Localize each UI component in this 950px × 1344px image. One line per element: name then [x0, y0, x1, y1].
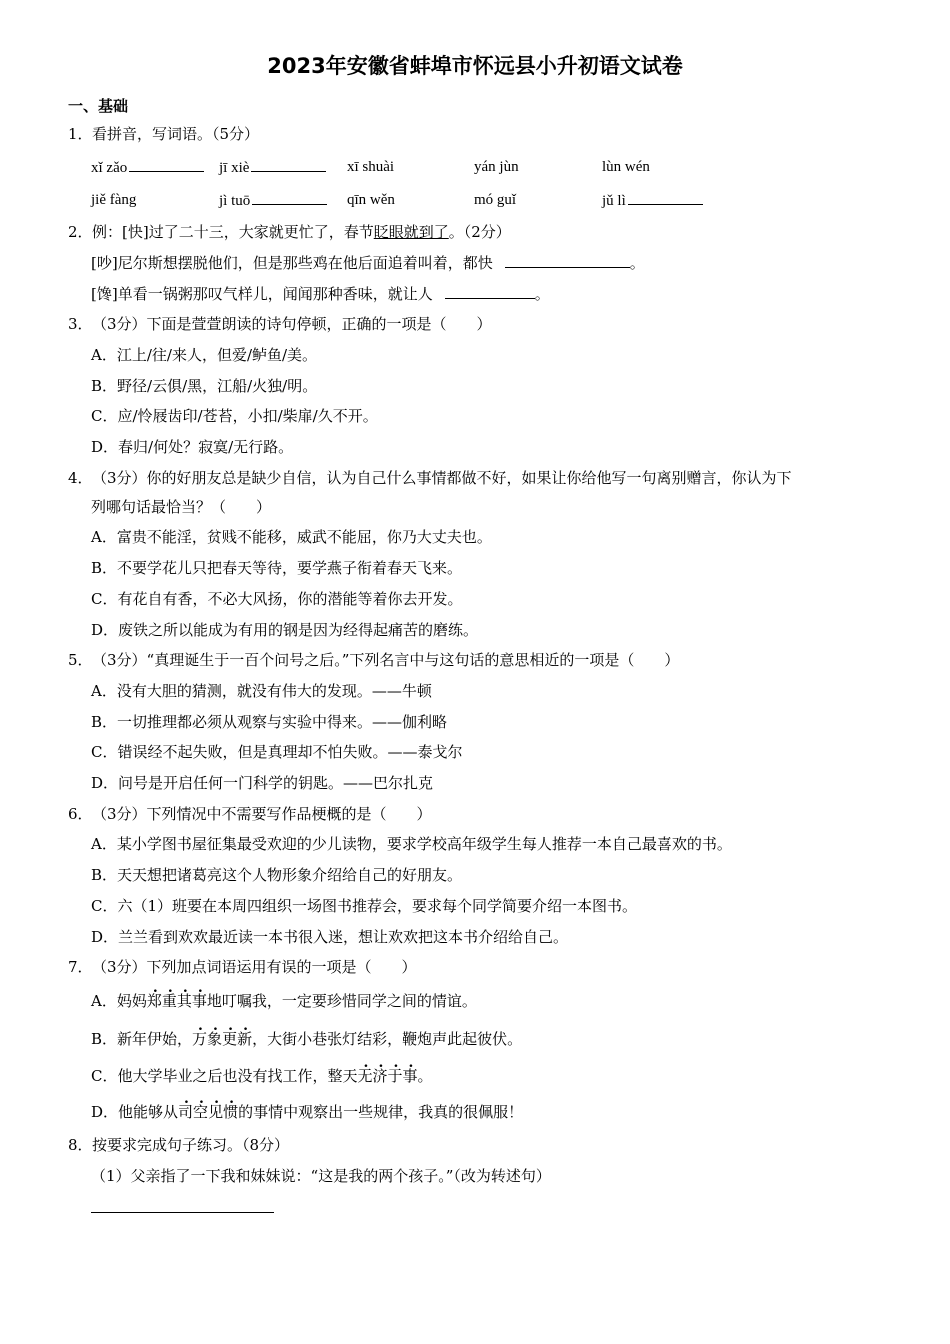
dotted-word	[357, 1067, 417, 1085]
section-heading: 一、基础	[68, 97, 129, 115]
pinyin-item: qīn wěn	[347, 192, 395, 208]
question-number: 1．	[68, 125, 93, 143]
dotted-word	[178, 1103, 238, 1121]
pinyin-item: jī xiè	[219, 157, 326, 178]
question-number: 2．	[68, 223, 93, 241]
emphasis-char: 无	[357, 1067, 373, 1085]
question-2: 2．例：[快]过了二十三，大家就更忙了，春节眨眼就到了。（2分）	[68, 223, 511, 241]
question-4	[68, 468, 792, 488]
pinyin-item: lùn wén	[602, 159, 650, 175]
pinyin-item: jiě fàng	[91, 192, 137, 208]
emphasis-char: 更	[222, 1030, 238, 1048]
dotted-word	[147, 992, 207, 1010]
emphasis-char: 惯	[223, 1103, 239, 1121]
emphasis-char: 济	[372, 1067, 388, 1085]
question-number: 7．	[68, 958, 93, 976]
question-text: （3分）下面是萱萱朗读的诗句停顿，正确的一项是（ ）	[92, 315, 492, 333]
option-c[interactable]: C．有花自有香，不必大风扬，你的潜能等着你去开发。	[91, 590, 463, 608]
emphasis-char: 事	[402, 1067, 418, 1085]
answer-blank[interactable]	[628, 190, 703, 205]
emphasis-char: 见	[208, 1103, 224, 1121]
question-number: 5．	[68, 651, 93, 669]
option-b[interactable]: B．新年伊始，万象更新，大街小巷张灯结彩，鞭炮声此起彼伏。	[91, 1030, 523, 1048]
question-5	[68, 650, 679, 670]
option-d[interactable]: D．问号是开启任何一门科学的钥匙。——巴尔扎克	[91, 774, 434, 792]
answer-blank[interactable]	[129, 157, 204, 172]
option-d[interactable]: D．兰兰看到欢欢最近读一本书很入迷，想让欢欢把这本书介绍给自己。	[91, 928, 569, 946]
option-a[interactable]: A．富贵不能淫，贫贱不能移，威武不能屈，你乃大丈夫也。	[91, 528, 492, 546]
option-a[interactable]: A．妈妈郑重其事地叮嘱我，一定要珍惜同学之间的情谊。	[91, 992, 477, 1010]
question-text: 按要求完成句子练习。（8分）	[92, 1136, 290, 1154]
emphasis-char: 象	[207, 1030, 223, 1048]
question-text: 看拼音，写词语。（5分）	[92, 125, 260, 143]
pinyin-item: mó guǐ	[474, 192, 517, 208]
question-text: （3分）下列情况中不需要写作品梗概的是（ ）	[92, 805, 432, 823]
option-b[interactable]: B．一切推理都必须从观察与实验中得来。——伽利略	[91, 713, 448, 731]
question-number: 4．	[68, 469, 93, 487]
question-number: 8．	[68, 1136, 93, 1154]
emphasis-char: 万	[192, 1030, 208, 1048]
emphasis-char: 空	[193, 1103, 209, 1121]
page-title: 2023年安徽省蚌埠市怀远县小升初语文试卷	[267, 54, 683, 78]
emphasis-char: 司	[178, 1103, 194, 1121]
answer-blank[interactable]	[505, 253, 630, 268]
option-a[interactable]: A．没有大胆的猜测，就没有伟大的发现。——牛顿	[91, 682, 432, 700]
option-b[interactable]: B．野径/云俱/黑，江船/火独/明。	[91, 377, 318, 395]
pinyin-item: jǔ lì	[602, 190, 703, 211]
pinyin-item: xǐ zǎo	[91, 157, 204, 178]
underlined-text: 眨眼就到了	[373, 223, 449, 241]
question-1	[68, 124, 259, 144]
option-d[interactable]: D．废铁之所以能成为有用的钢是因为经得起痛苦的磨练。	[91, 621, 479, 639]
answer-blank[interactable]	[251, 157, 326, 172]
question-3	[68, 314, 492, 334]
emphasis-char: 事	[191, 992, 207, 1010]
pinyin-item: yán jùn	[474, 159, 519, 175]
question-text-cont: 列哪句话最恰当？（ ）	[91, 498, 272, 516]
option-b[interactable]: B．不要学花儿只把春天等待，要学燕子衔着春天飞来。	[91, 559, 463, 577]
option-a[interactable]: A．某小学图书屋征集最受欢迎的少儿读物，要求学校高年级学生每人推荐一本自己最喜欢的书。	[91, 835, 732, 853]
question-8	[68, 1135, 289, 1155]
answer-line[interactable]	[91, 1212, 274, 1213]
option-d[interactable]: D．他能够从司空见惯的事情中观察出一些规律，我真的很佩服！	[91, 1103, 524, 1121]
pinyin-item: xī shuài	[347, 159, 395, 175]
emphasis-char: 于	[387, 1067, 403, 1085]
pinyin-item: jì tuō	[219, 190, 327, 211]
emphasis-char: 其	[176, 992, 192, 1010]
option-c[interactable]: C．他大学毕业之后也没有找工作，整天无济于事。	[91, 1067, 433, 1085]
answer-blank[interactable]	[252, 190, 327, 205]
option-a[interactable]: A．江上/往/来人，但爱/鲈鱼/美。	[91, 346, 318, 364]
emphasis-char: 新	[237, 1030, 253, 1048]
sub-question-1: （1）父亲指了一下我和妹妹说：“这是我的两个孩子。”（改为转述句）	[91, 1167, 551, 1185]
question-text: （3分）下列加点词语运用有误的一项是（ ）	[92, 958, 417, 976]
dotted-word	[192, 1030, 252, 1048]
option-b[interactable]: B．天天想把诸葛亮这个人物形象介绍给自己的好朋友。	[91, 866, 463, 884]
question-text: （3分）“真理诞生于一百个问号之后。”下列名言中与这句话的意思相近的一项是（ ）	[92, 651, 680, 669]
q2-line-2: [馋]单看一锅粥那叹气样儿，闻闻那种香味，就让人 。	[91, 285, 550, 303]
emphasis-char: 郑	[146, 992, 162, 1010]
option-c[interactable]: C．六（1）班要在本周四组织一场图书推荐会，要求每个同学简要介绍一本图书。	[91, 897, 638, 915]
answer-blank[interactable]	[445, 284, 535, 299]
emphasis-char: 重	[161, 992, 177, 1010]
q2-line-1: [吵]尼尔斯想摆脱他们，但是那些鸡在他后面追着叫着，都快 。	[91, 254, 645, 272]
question-7	[68, 957, 417, 977]
question-number: 3．	[68, 315, 93, 333]
option-c[interactable]: C．应/怜屐齿印/苍苔，小扣/柴扉/久不开。	[91, 407, 378, 425]
question-number: 6．	[68, 805, 93, 823]
option-c[interactable]: C．错误经不起失败，但是真理却不怕失败。——泰戈尔	[91, 743, 463, 761]
question-6	[68, 804, 432, 824]
option-d[interactable]: D．春归/何处？寂寞/无行路。	[91, 438, 294, 456]
question-text: （3分）你的好朋友总是缺少自信，认为自己什么事情都做不好，如果让你给他写一句离别赠言，你认为下	[92, 469, 792, 487]
